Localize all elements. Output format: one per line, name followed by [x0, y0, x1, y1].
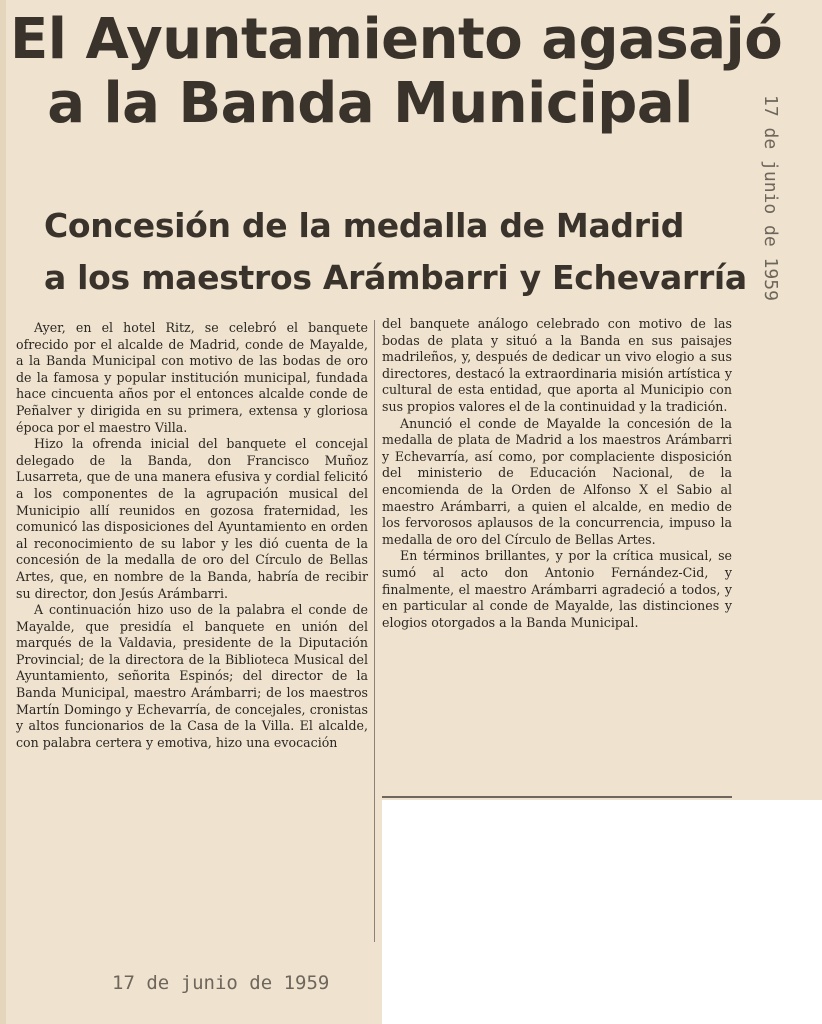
headline [10, 7, 783, 136]
subheadline [44, 200, 747, 304]
headline-line-2: a la Banda Municipal [47, 71, 693, 136]
article-column-1 [16, 320, 368, 751]
clipping-edge [0, 0, 6, 1024]
date-stamp-vertical: 17 de junio de 1959 [760, 95, 781, 301]
date-stamp-bottom: 17 de junio de 1959 [112, 972, 330, 994]
paragraph: A continuación hizo uso de la palabra el conde de Mayalde, que presidía el banquete en unión del marqués de la Valdavia, presidente de la Diputación Provincial; de la directora de la Biblioteca Musical del Ayuntamiento, señorita Espinós; del director de la Banda Municipal, maestro Arámbarri; de los maestros Martín Domingo y Echevarría, de concejales, cronistas y altos funcionarios de la Casa de la Villa. El alcalde, con palabra certera y emotiva, hizo una evocación [16, 602, 368, 750]
paragraph: Hizo la ofrenda inicial del banquete el concejal delegado de la Banda, don Francisco Muñoz Lusarreta, que de una manera efusiva y cordial felicitó a los componentes de la agrupación musical del Municipio allí reunidos en gozosa fraternidad, les comunicó las disposiciones del Ayuntamiento en orden al reconocimiento de su labor y les dió cuenta de la concesión de la medalla de oro del Círculo de Bellas Artes, que, en nombre de la Banda, habría de recibir su director, don Jesús Arámbarri. [16, 436, 368, 601]
end-rule [382, 796, 732, 798]
paragraph: En términos brillantes, y por la crítica musical, se sumó al acto don Antonio Fernández-Cid, y finalmente, el maestro Arámbarri agradeció a todos, y en particular al conde de Mayalde, las distinciones y elogios otorgados a la Banda Municipal. [382, 548, 732, 630]
article-column-2 [382, 316, 732, 631]
column-divider [374, 320, 375, 942]
paragraph: Ayer, en el hotel Ritz, se celebró el banquete ofrecido por el alcalde de Madrid, conde de Mayalde, a la Banda Municipal con motivo de las bodas de oro de la famosa y popular institución municipal, fundada hace cincuenta años por el entonces alcalde conde de Peñalver y dirigida en su primera, extensa y gloriosa época por el maestro Villa. [16, 320, 368, 435]
headline-line-1: El Ayuntamiento agasajó [10, 7, 783, 72]
subheadline-line-1: Concesión de la medalla de Madrid [44, 206, 685, 245]
paragraph: Anunció el conde de Mayalde la concesión de la medalla de plata de Madrid a los maestros Arámbarri y Echevarría, así como, por complaciente disposición del ministerio de Educación Nacional, de la encomienda de la Orden de Alfonso X el Sabio al maestro Arámbarri, a quien el alcalde, en medio de los fervorosos aplausos de la concurrencia, impuso la medalla de oro del Círculo de Bellas Artes. [382, 415, 732, 547]
subheadline-line-2: a los maestros Arámbarri y Echevarría [44, 258, 747, 297]
paragraph: del banquete análogo celebrado con motivo de las bodas de plata y situó a la Banda en sus paisajes madrileños, y, después de dedicar un vivo elogio a sus directores, destacó la extraordinaria misión artística y cultural de esta entidad, que aporta al Municipio con sus propios valores el de la continuidad y la tradición. [382, 316, 732, 414]
